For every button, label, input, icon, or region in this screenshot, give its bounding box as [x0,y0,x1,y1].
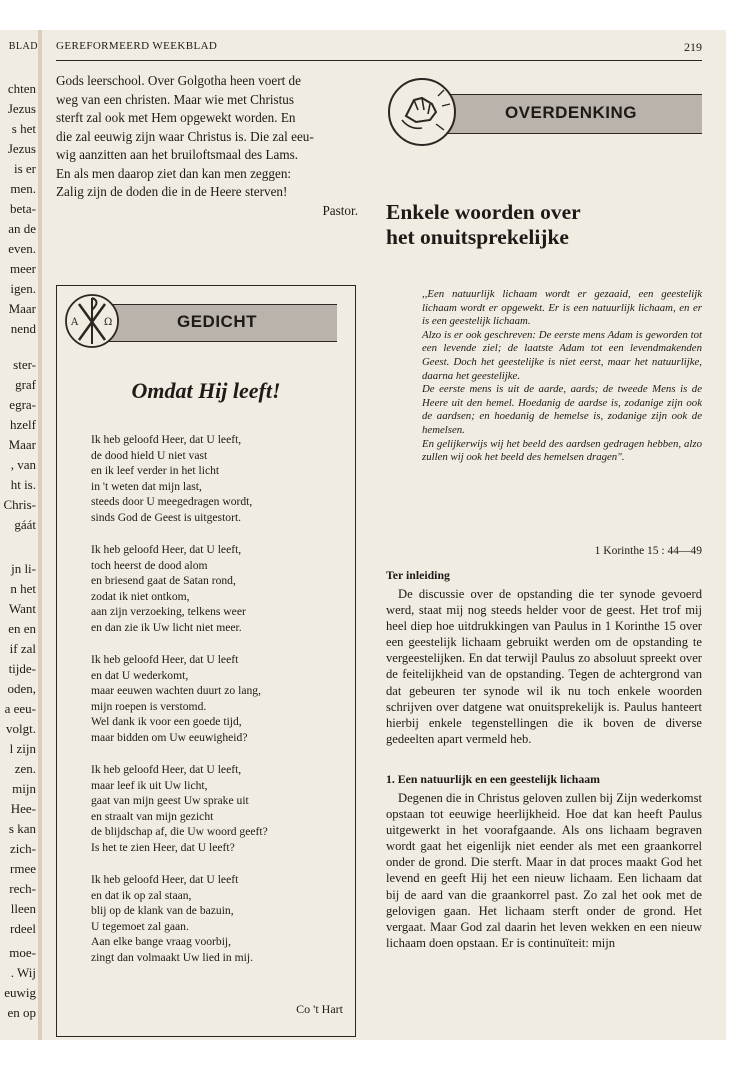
poem-line: maar eeuwen wachten duurt zo lang, [91,684,261,698]
poem-line: en ik leef verder in het licht [91,464,220,478]
previous-page-line: n het [10,581,36,596]
previous-page-line: Hee- [10,801,36,816]
previous-page-line: rmee [10,861,36,876]
previous-page-line: egra- [9,397,36,412]
poem-line: en straalt van mijn gezicht [91,809,214,823]
intro-line: En als men daarop ziet dan kan men zeggen: [56,165,292,181]
previous-page-line: Jezus [7,141,36,156]
poem-box [56,285,356,1037]
previous-page-line: tijde- [8,661,36,676]
poem-line: en dat ik op zal staan, [91,888,192,902]
poem-section-label: GEDICHT [177,312,257,331]
poem-title: Omdat Hij leeft! [131,378,281,403]
previous-page-line: hzelf [10,417,36,432]
poem-line: gaat van mijn geest Uw sprake uit [91,794,249,808]
poem-line: Ik heb geloofd Heer, dat U leeft, [91,543,242,556]
poem-line: U tegemoet zal gaan. [91,919,189,933]
previous-page-line: men. [10,181,36,196]
previous-page-line: an de [8,221,36,236]
intro-line: die zal eeuwig zijn waar Christus is. Die zal eeu- [56,128,314,144]
previous-page-line: mijn [12,781,36,796]
article-title-line1: Enkele woorden over [386,200,581,224]
previous-page-line: oden, [7,681,36,696]
previous-page-line: igen. [10,281,36,296]
section-heading-1: 1. Een natuurlijk en een geestelijk lichaam [386,772,600,786]
section-heading-intro: Ter inleiding [386,568,450,582]
alpha-omega-emblem-icon [63,292,121,350]
poem-line: in 't weten dat mijn last, [91,479,202,493]
poem-stanza [91,542,341,636]
quote-paragraph: Alzo is er ook geschreven: De eerste mens Adam is geworden tot een levende ziel; de laatste Adam tot een levendmakenden Geest. Doch het geestelijke is niet eerst, maar het natuurlijke, daarna het geestelijke. [422,328,702,382]
scripture-reference: 1 Korinthe 15 : 44—49 [594,545,702,557]
previous-page-line: beta- [10,201,36,216]
previous-page-fragment [0,30,38,1040]
previous-page-line: ht is. [10,477,36,492]
poem-line: zingt dan volmaakt Uw lied in mij. [91,950,253,964]
poem-line: Ik heb geloofd Heer, dat U leeft, [91,763,242,776]
previous-page-line: Jezus [7,101,36,116]
section-intro-text: De discussie over de opstanding die ter synode gevoerd werd, staat mij nog steeds helder voor de geest. Het trof mij heel diep hoe uitdrukkingen van Paulus in 1 Korinthe 15 over een geestelijk lichaam gebruikt werden om de opstanding te vergeestelijken. En dat terwijl Paulus zo absoluut spreekt over de feitelijkheid van de opstanding. Tegen de achtergrond van dat gebeuren ter synode wil ik nu toch enkele woorden schrijven over datgene wat onuitsprekelijk is. Paulus hanteert hierbij enkele tegenstellingen die ik boven de diverse gedeelten apart vermeld heb. [386,587,702,746]
poem-line: Ik heb geloofd Heer, dat U leeft [91,873,239,886]
poem-line: Ik heb geloofd Heer, dat U leeft, [91,433,242,446]
previous-page-line: Maar [8,301,36,316]
poem-line: maar leef ik uit Uw licht, [91,778,208,792]
intro-line: sterft zal ook met Hem opgewekt worden. En [56,110,296,125]
magazine-title: GEREFORMEERD WEEKBLAD [56,40,218,52]
previous-page-line: even. [8,241,36,256]
previous-page-line: a eeu- [4,701,36,716]
poem-banner [97,304,337,342]
previous-page-line: meer [10,261,36,276]
previous-page-line: Chris- [3,497,36,512]
poem-line: en briesend gaat de Satan rond, [91,574,236,588]
poem-line: zodat ik niet ontkom, [91,589,190,603]
previous-page-line: if zal [9,641,36,656]
previous-page-line: zen. [14,761,36,776]
previous-page-line: moe- [9,945,36,960]
section-1-text: Degenen die in Christus geloven zullen bij Zijn wederkomst opstaan tot eeuwige heerlijkheid. Hoe dat kan heeft Paulus uitgewerkt in het voorafgaande. Als ons lichaam begraven wordt gaat het eigenlijk niet eender als met een graankorrel onder de grond. Die sterft. Maar in dat proces maakt God het levend en geeft Hij het een nieuw lichaam. Een lichaam dat bij de aard van die graankorrel past. Zo zal het ook met de gelovigen gaan. Het lichaam sterft onder de grond. Het vergaat. Maar God zal daarin het leven wekken en een nieuw lichaam doen opstaan. Er is continuïteit: mijn [386,791,702,950]
article-banner [440,94,702,134]
quote-paragraph: En gelijkerwijs wij het beeld des aardsen gedragen hebben, alzo zullen wij ook het beeld des hemelsen dragen". [422,437,702,464]
intro-line: wig aanzitten aan het bruiloftsmaal des Lams. [56,147,299,162]
intro-paragraph [56,72,358,220]
poem-line: de dood hield U niet vast [91,448,208,462]
page-gutter [38,30,42,1040]
section-body-1 [386,772,702,951]
previous-page-header: BLAD [8,41,38,52]
running-header [56,38,702,61]
intro-line: Gods leerschool. Over Golgotha heen voert de [56,73,301,88]
previous-page-line: Want [8,601,36,616]
previous-page-line: en en [8,621,36,636]
quote-paragraph: ,,Een natuurlijk lichaam wordt er gezaaid, een geestelijk lichaam wordt er opgewekt. Er is een natuurlijk lichaam, en er is een geestelijk lichaam. [422,288,702,328]
poem-line: toch heerst de dood alom [91,558,208,572]
omega-letter: Ω [104,317,113,328]
poem-line: de blijdschap af, die Uw woord geeft? [91,825,268,839]
article-title-line2: het onuitsprekelijke [386,225,569,249]
article-title [386,200,702,250]
previous-page-line: lleen [10,901,36,916]
poem-line: sinds God de Geest is uitgestort. [91,510,242,524]
previous-page-line: zich- [10,841,36,856]
poem-line: mijn roepen is verstomd. [91,699,207,713]
intro-line: Zalig zijn de doden die in de Heere sterven! [56,184,288,199]
poem-line: Aan elke bange vraag voorbij, [91,935,232,949]
previous-page-line: nend [10,321,36,336]
previous-page-line: chten [7,81,36,96]
previous-page-line: , van [10,457,36,472]
poem-line: Wel dank ik voor een goede tijd, [91,715,242,729]
article-section-label: OVERDENKING [504,103,638,122]
page-number: 219 [684,40,702,54]
poem-line: blij op de klank van de bazuin, [91,904,234,918]
previous-page-line: volgt. [6,721,36,736]
poem-stanza [91,652,341,746]
alpha-letter: A [71,317,79,328]
previous-page-line: rech- [9,881,36,896]
poem-line: aan zijn verzoeking, telkens weer [91,605,246,619]
scripture-quote [422,288,702,465]
poem-line: steeds door U meegedragen wordt, [91,495,253,509]
previous-page-line: euwig [4,985,36,1000]
previous-page-line: gáát [14,517,36,532]
poem-author: Co 't Hart [296,1002,343,1016]
previous-page-line: s het [11,121,36,136]
previous-page-line: ster- [13,357,36,372]
praying-hands-emblem-icon [386,76,458,148]
magazine-page [0,30,726,1040]
previous-page-line: . Wij [10,965,36,980]
poem-stanza [91,432,341,526]
poem-line: Is het te zien Heer, dat U leeft? [91,840,235,854]
previous-page-line: en op [7,1005,36,1020]
previous-page-line: jn li- [11,561,36,576]
poem-stanza [91,762,341,856]
intro-text [56,72,358,202]
poem-line: maar bidden om Uw eeuwigheid? [91,730,248,744]
quote-paragraph: De eerste mens is uit de aarde, aards; de tweede Mens is de Heere uit den hemel. Hoedanig de aardse is, zodanige zijn ook de aardsen; en hoedanig de hemelse is, zodanige zijn ook de hemelsen. [422,383,702,436]
previous-page-line: rdeel [10,921,36,936]
poem-stanza [91,872,341,966]
previous-page-line: is er [13,161,36,176]
previous-page-line: graf [15,377,36,392]
previous-page-line: Maar [8,437,36,452]
poem-line: en dan zie ik Uw licht niet meer. [91,620,242,634]
intro-line: weg van een christen. Maar wie met Christus [56,91,295,107]
poem-line: Ik heb geloofd Heer, dat U leeft [91,653,239,666]
previous-page-line: s kan [8,821,36,836]
intro-signature: Pastor. [322,202,358,218]
previous-page-line: l zijn [9,741,36,756]
poem-line: en dat U wederkomt, [91,668,189,682]
section-intro [386,568,702,747]
